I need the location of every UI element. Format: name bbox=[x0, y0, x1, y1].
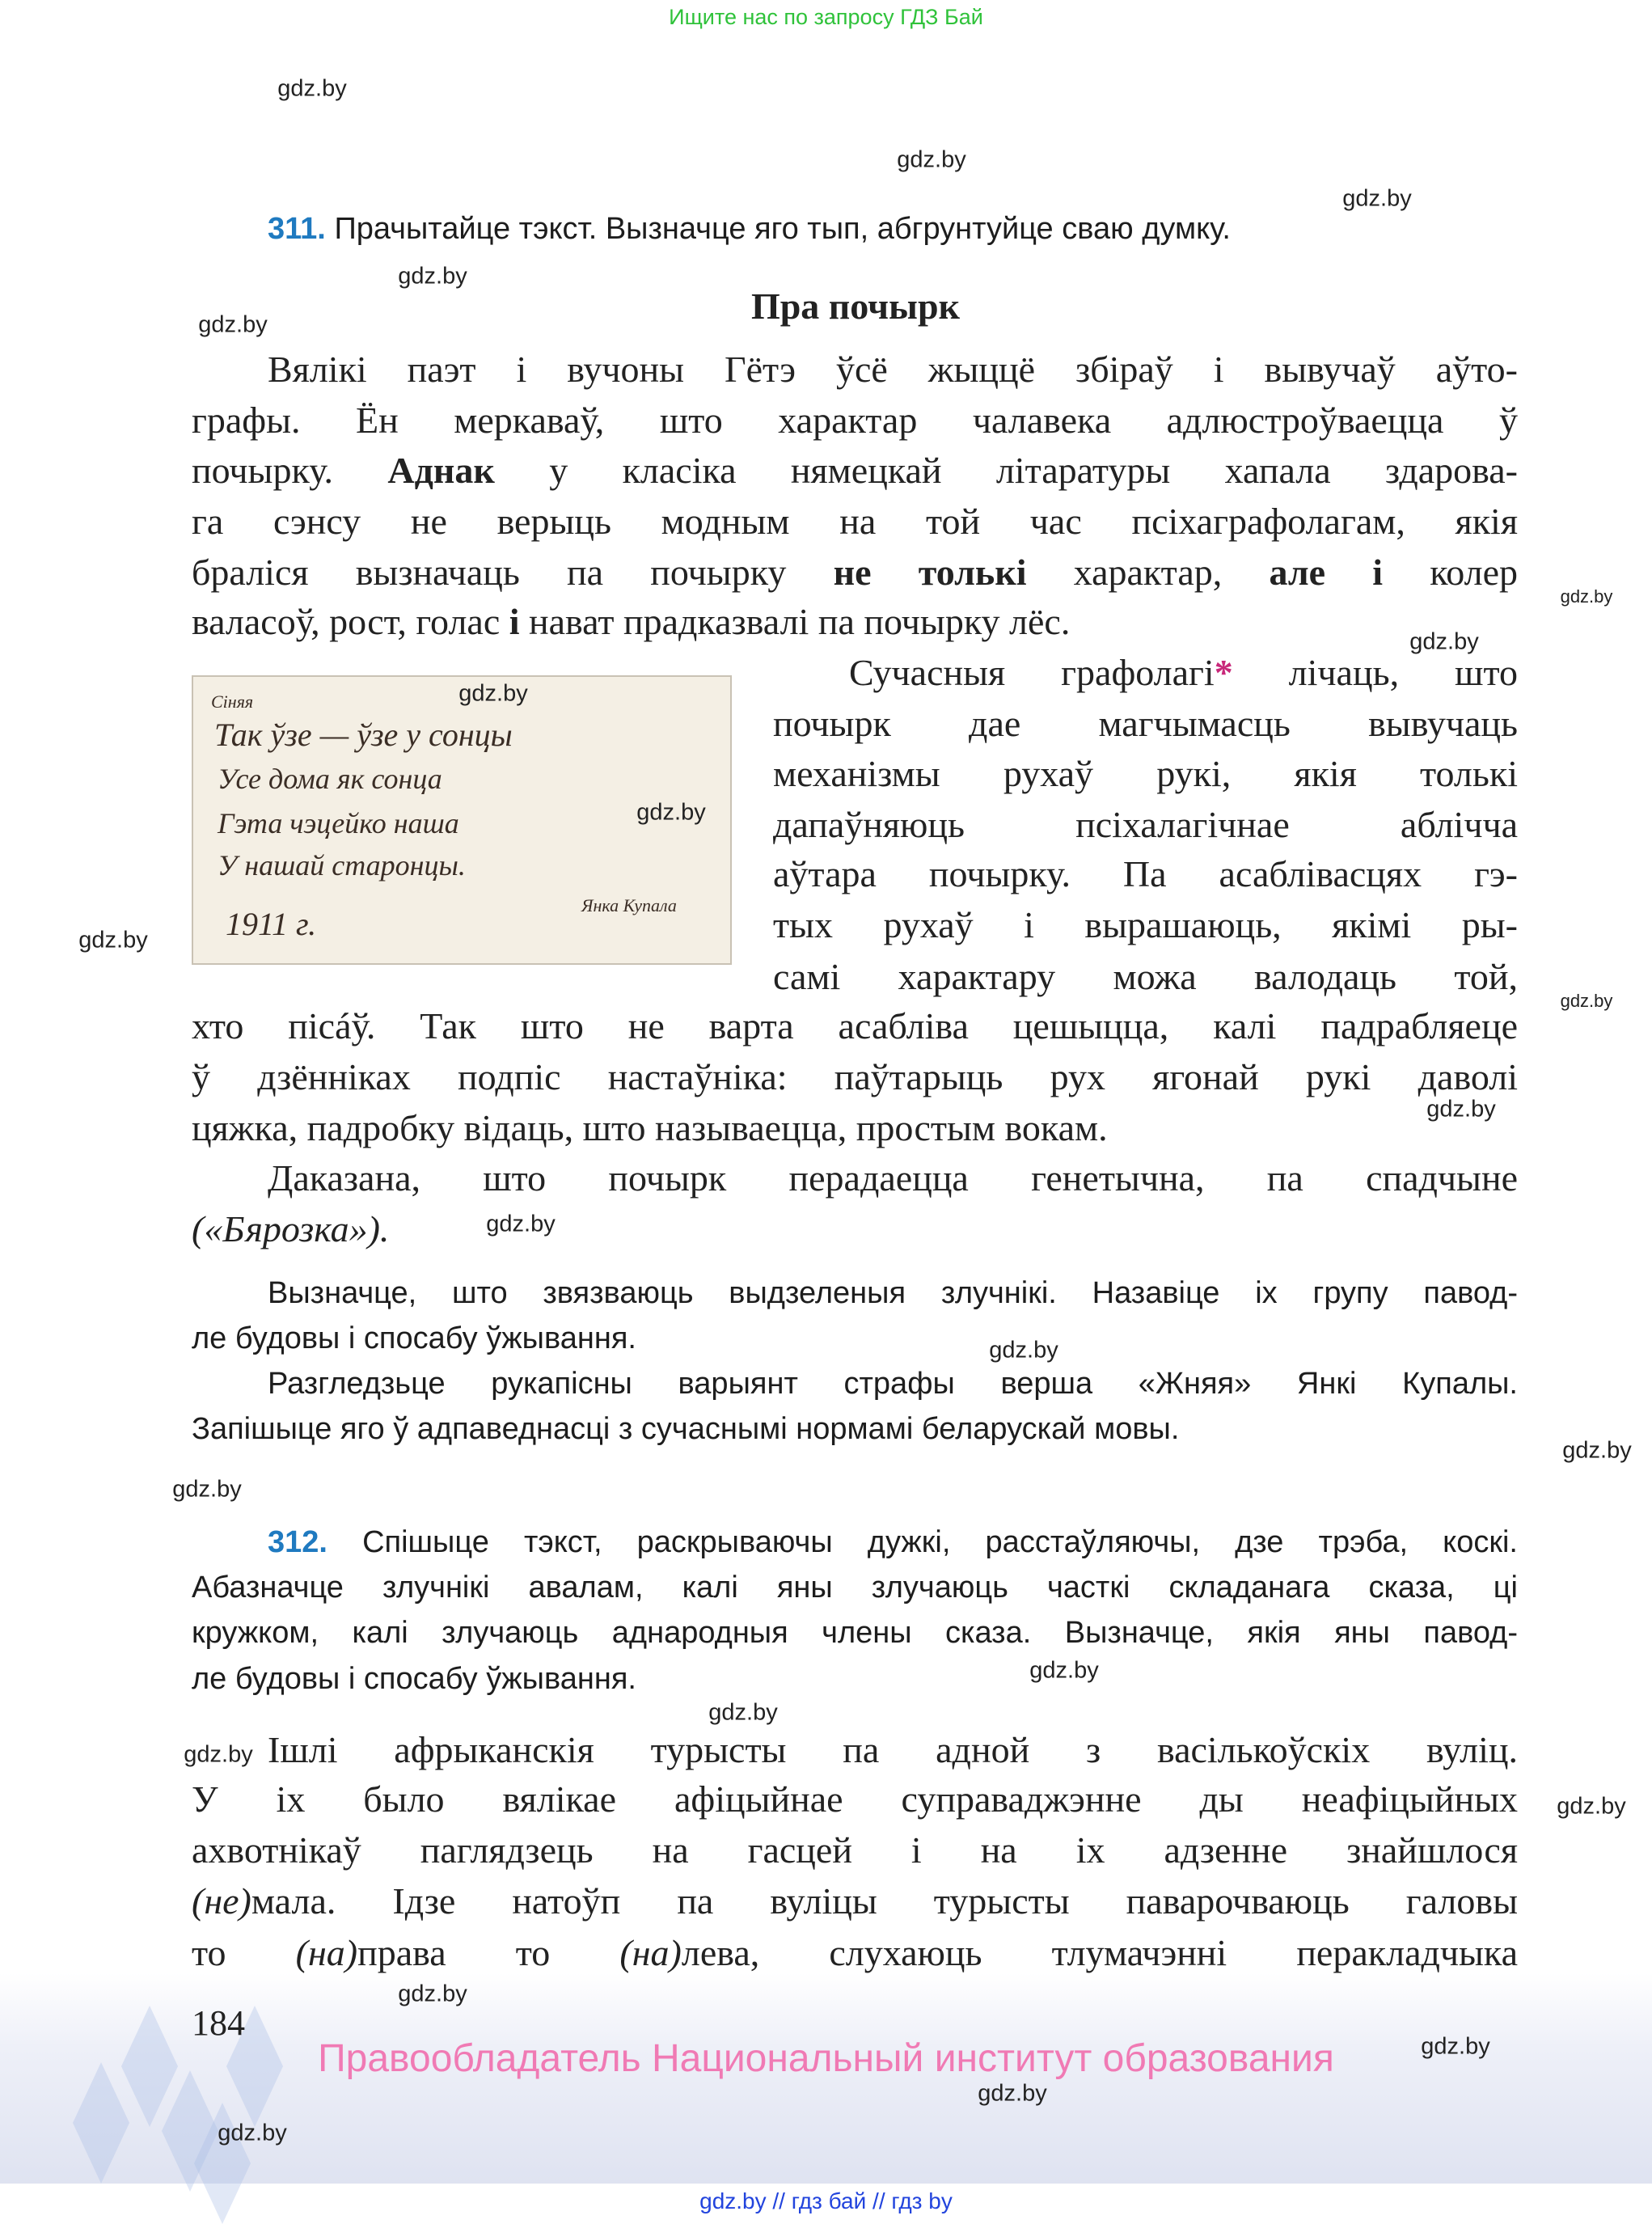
task-line bbox=[268, 1278, 1518, 1309]
text-run: Абазначце злучнікі авалам, калі яны злучаюць часткі складанага сказа, ці bbox=[192, 1571, 1518, 1605]
body-line bbox=[192, 1005, 1518, 1046]
watermark: gdz.by bbox=[198, 311, 268, 338]
highlighted-conjunction: але і bbox=[1269, 552, 1384, 593]
watermark: gdz.by bbox=[1562, 1437, 1632, 1464]
text-run: тых рухаў і вырашаюць, якімі ры- bbox=[773, 904, 1518, 945]
watermark: gdz.by bbox=[708, 1699, 778, 1726]
text-run: У іх было вялікае афіцыйнае суправаджэнне ды неафіцыйных bbox=[192, 1778, 1518, 1820]
highlighted-conjunction: не толькі bbox=[833, 552, 1027, 593]
text-run: Вялікі паэт і вучоны Гётэ ўсё жыццё збіраў і вывучаў аўто- bbox=[268, 349, 1518, 390]
text-run: лічаць, што bbox=[1232, 652, 1518, 693]
exercise-number: 312. bbox=[268, 1525, 327, 1559]
body-line bbox=[192, 503, 1518, 540]
text-run: колер bbox=[1383, 552, 1518, 593]
text-run: цяжка, падробку відаць, што называецца, простым вокам. bbox=[192, 1107, 1108, 1148]
text-run: га сэнсу не верыць модным на той час псіхаграфолагам, якія bbox=[192, 501, 1518, 542]
watermark: gdz.by bbox=[1426, 1096, 1496, 1123]
text-run: характар, bbox=[1026, 552, 1270, 593]
text-run: Даказана, што почырк перадаецца генетычна, па спадчыне bbox=[268, 1157, 1518, 1199]
bottom-links[interactable]: gdz.by // гдз бай // гдз by bbox=[699, 2188, 953, 2213]
page-number: 184 bbox=[192, 2003, 245, 2043]
task-line bbox=[268, 1368, 1518, 1399]
highlighted-conjunction: і bbox=[509, 601, 520, 642]
task-text bbox=[362, 1525, 1518, 1559]
body-line bbox=[192, 402, 1518, 439]
manuscript-signature: Янка Купала bbox=[581, 895, 677, 915]
manuscript-line: Гэта чэцейко наша bbox=[218, 807, 459, 839]
task-text: Прачытайце тэкст. Вызначце яго тып, абгрунтуйце сваю думку. bbox=[334, 212, 1231, 246]
search-banner[interactable]: Ищите нас по запросу ГДЗ Бай bbox=[669, 5, 983, 29]
task-line bbox=[192, 1572, 1518, 1603]
manuscript-line: Сіняя bbox=[211, 691, 254, 712]
exercise-312-task bbox=[268, 1527, 1518, 1558]
body-line bbox=[192, 1778, 1518, 1820]
text-run: кружком, калі злучаюць аднародныя члены сказа. Вызначце, якія яны павод- bbox=[192, 1616, 1518, 1650]
watermark: gdz.by bbox=[636, 799, 706, 826]
watermark: gdz.by bbox=[218, 2120, 287, 2146]
text-run: права то bbox=[357, 1932, 620, 1973]
body-line bbox=[773, 853, 1518, 894]
task-line bbox=[192, 1414, 1518, 1444]
watermark: gdz.by bbox=[78, 927, 148, 953]
body-line bbox=[849, 654, 1518, 691]
watermark: gdz.by bbox=[897, 146, 966, 173]
manuscript-date: 1911 г. bbox=[226, 906, 317, 942]
text-run: аўтара почырку. Па асаблівасцях гэ- bbox=[773, 853, 1518, 894]
text-run: Вызначце, што звязваюць выдзеленыя злучнікі. Назавіце іх групу павод- bbox=[268, 1276, 1518, 1310]
text-run: у класіка нямецкай літаратуры хапала здарова- bbox=[494, 450, 1519, 491]
body-line bbox=[268, 351, 1518, 388]
text-run: мала. Ідзе натоўп па вуліцы турысты паварочваюць галовы bbox=[251, 1880, 1518, 1922]
watermark: gdz.by bbox=[1560, 586, 1613, 607]
watermark: gdz.by bbox=[1557, 1793, 1626, 1820]
watermark: gdz.by bbox=[978, 2080, 1047, 2107]
text-run: почырк дае магчымасць вывучаць bbox=[773, 703, 1518, 744]
text-run: Спішыце тэкст, раскрываючы дужкі, расстаўляючы, дзе трэба, коскі. bbox=[362, 1525, 1518, 1559]
text-run: дапаўняюць псіхалагічнае аблічча bbox=[773, 804, 1518, 845]
text-run: почырку. bbox=[192, 450, 388, 491]
text-run: браліся вызначаць па почырку bbox=[192, 552, 834, 593]
body-line bbox=[268, 1731, 1518, 1769]
body-line bbox=[773, 755, 1518, 793]
watermark: gdz.by bbox=[1342, 185, 1412, 212]
text-run: хто пісáў. Так што не варта асабліва цешыцца, калі падрабляеце bbox=[192, 1005, 1518, 1046]
body-line bbox=[268, 1157, 1518, 1199]
task-line bbox=[192, 1323, 1518, 1354]
watermark: gdz.by bbox=[184, 1741, 253, 1768]
body-line bbox=[192, 1056, 1518, 1097]
text-run: валасоў, рост, голас bbox=[192, 601, 509, 642]
body-line bbox=[192, 452, 1518, 489]
text-run: (на) bbox=[295, 1932, 358, 1973]
text-run: ле будовы і спосабу ўжывання. bbox=[192, 1662, 636, 1696]
body-line bbox=[192, 554, 1518, 591]
body-line bbox=[192, 1829, 1518, 1871]
text-run: графы. Ён меркаваў, што характар чалавека адлюстроўваецца ў bbox=[192, 400, 1518, 441]
manuscript-line: Усе дома як сонца bbox=[218, 763, 442, 795]
body-line bbox=[773, 904, 1518, 945]
text-title: Пра почырк bbox=[750, 285, 961, 327]
body-line bbox=[773, 705, 1518, 742]
highlighted-conjunction: Аднак bbox=[387, 450, 495, 491]
watermark: gdz.by bbox=[1029, 1657, 1099, 1684]
text-run: ахвотнікаў паглядзець на гасцей і на іх адзенне знайшлося bbox=[192, 1829, 1518, 1871]
text-run: («Бярозка»). bbox=[192, 1208, 390, 1249]
text-run: Разгледзьце рукапісны варыянт страфы верша «Жняя» Янкі Купалы. bbox=[268, 1367, 1518, 1401]
text-run: механізмы рухаў рукі, якія толькі bbox=[773, 753, 1518, 794]
watermark: gdz.by bbox=[458, 680, 528, 707]
text-run: лева, слухаюць тлумачэнні перакладчыка bbox=[681, 1932, 1519, 1973]
body-line bbox=[192, 603, 1518, 641]
task-line bbox=[192, 1617, 1518, 1648]
text-run: самі характару можа валодаць той, bbox=[773, 956, 1518, 997]
text-run: Ішлі афрыканскія турысты па адной з васількоўскіх вуліц. bbox=[268, 1729, 1518, 1770]
footnote-asterisk: * bbox=[1214, 652, 1233, 693]
body-line bbox=[192, 1934, 1518, 1972]
source-citation bbox=[192, 1208, 1518, 1249]
task-line bbox=[192, 1664, 1518, 1694]
text-run: ў дзённіках подпіс настаўніка: паўтарыць рух ягонай рукі даволі bbox=[192, 1056, 1518, 1097]
watermark: gdz.by bbox=[172, 1476, 242, 1503]
watermark: gdz.by bbox=[398, 263, 467, 290]
watermark: gdz.by bbox=[989, 1337, 1058, 1364]
text-run: (на) bbox=[619, 1932, 682, 1973]
body-line bbox=[773, 958, 1518, 996]
exercise-311-task bbox=[268, 214, 1518, 244]
manuscript-line: Так ўзе — ўзе у сонцы bbox=[214, 717, 513, 753]
text-run: (не) bbox=[192, 1880, 251, 1922]
body-line bbox=[192, 1880, 1518, 1922]
text-run: Запішыце яго ў адпаведнасці з сучаснымі нормамі беларускай мовы. bbox=[192, 1412, 1180, 1446]
body-line bbox=[773, 806, 1518, 844]
copyright-notice: Правообладатель Национальный институт образования bbox=[318, 2037, 1334, 2080]
exercise-number: 311. bbox=[268, 212, 326, 246]
watermark: gdz.by bbox=[277, 75, 347, 102]
watermark: gdz.by bbox=[1421, 2033, 1490, 2060]
manuscript-line: У нашай старонцы. bbox=[218, 849, 466, 882]
watermark: gdz.by bbox=[1409, 628, 1479, 655]
watermark: gdz.by bbox=[398, 1981, 467, 2007]
text-run: то bbox=[192, 1932, 296, 1973]
text-run: ле будовы і спосабу ўжывання. bbox=[192, 1321, 636, 1355]
text-run: нават прадказвалі па почырку лёс. bbox=[519, 601, 1071, 642]
text-run: Сучасныя графолагі bbox=[849, 652, 1215, 693]
watermark: gdz.by bbox=[486, 1211, 556, 1237]
watermark: gdz.by bbox=[1560, 991, 1613, 1011]
